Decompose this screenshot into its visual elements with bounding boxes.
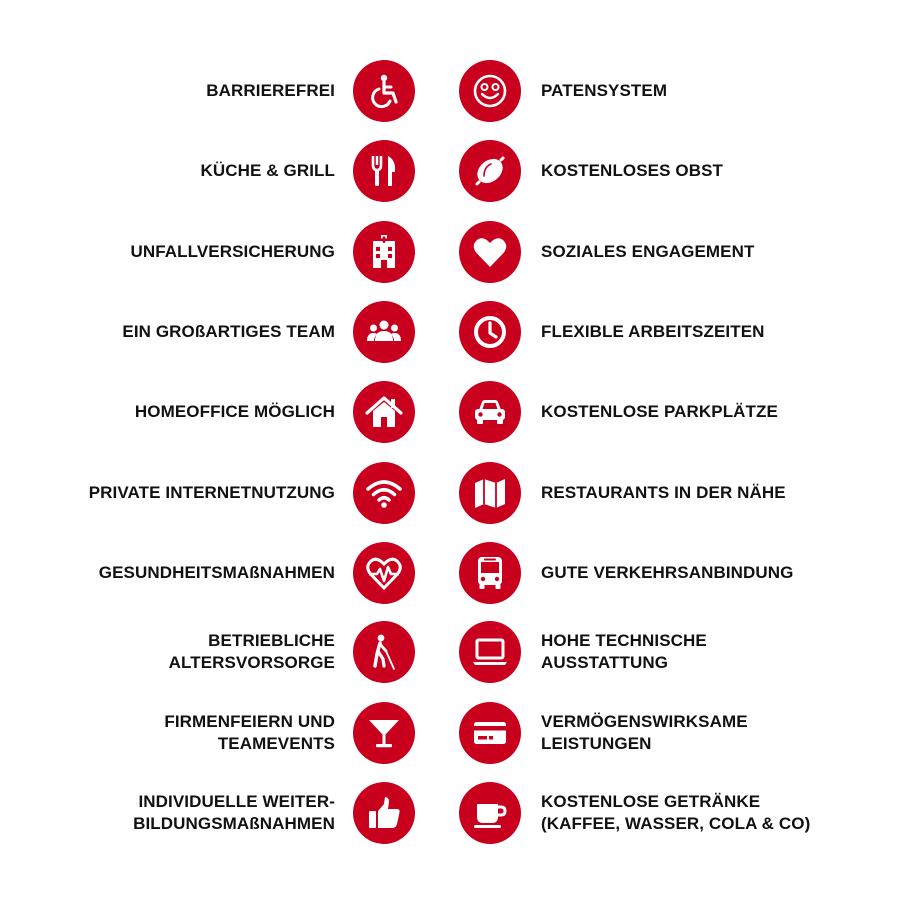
benefit-label-line: BILDUNGSMAßNAHMEN: [133, 814, 335, 833]
benefit-label-line: PRIVATE INTERNETNUTZUNG: [88, 483, 335, 502]
benefit-label-line: GESUNDHEITSMAßNAHMEN: [98, 563, 335, 582]
laptop-icon: [459, 621, 521, 683]
left-benefit-label: [130, 241, 335, 263]
benefit-label-line: SOZIALES ENGAGEMENT: [541, 242, 755, 261]
benefit-label-line: PATENSYSTEM: [541, 81, 668, 100]
coffee-cup-icon: [459, 782, 521, 844]
lemon-icon: [459, 140, 521, 202]
left-benefit-label: [99, 562, 335, 584]
left-benefit-label: [133, 791, 335, 835]
benefit-label-line: HOHE TECHNISCHE: [541, 631, 707, 650]
right-benefit-label: [541, 241, 754, 263]
benefit-label-line: TEAMEVENTS: [217, 734, 335, 753]
right-benefit-label: [541, 160, 723, 182]
hospital-icon: [353, 221, 415, 283]
team-icon: [353, 301, 415, 363]
fork-knife-icon: [353, 140, 415, 202]
benefit-row: [0, 140, 900, 202]
heartbeat-icon: [353, 542, 415, 604]
left-benefit-label: [122, 321, 335, 343]
elderly-person-icon: [353, 621, 415, 683]
smiley-icon: [459, 60, 521, 122]
benefit-label-line: GUTE VERKEHRSANBINDUNG: [541, 563, 794, 582]
benefit-label-line: KOSTENLOSE PARKPLÄTZE: [541, 402, 778, 421]
car-icon: [459, 381, 521, 443]
benefit-label-line: VERMÖGENSWIRKSAME: [541, 712, 748, 731]
map-icon: [459, 462, 521, 524]
left-benefit-label: [169, 630, 335, 674]
right-benefit-label: [541, 711, 748, 755]
right-benefit-label: [541, 80, 667, 102]
right-benefit-label: [541, 791, 810, 835]
cocktail-glass-icon: [353, 702, 415, 764]
benefit-label-line: KOSTENLOSES OBST: [541, 161, 724, 180]
benefit-label-line: KOSTENLOSE GETRÄNKE: [541, 792, 761, 811]
left-benefit-label: [89, 482, 335, 504]
clock-icon: [459, 301, 521, 363]
left-benefit-label: [164, 711, 335, 755]
benefit-row: [0, 381, 900, 443]
right-benefit-label: [541, 401, 778, 423]
heart-icon: [459, 221, 521, 283]
benefit-label-line: BARRIEREFREI: [206, 81, 335, 100]
right-benefit-label: [541, 562, 794, 584]
house-icon: [353, 381, 415, 443]
benefit-row: [0, 60, 900, 122]
benefit-label-line: AUSSTATTUNG: [541, 653, 669, 672]
benefit-label-line: HOMEOFFICE MÖGLICH: [134, 402, 335, 421]
benefit-row: [0, 782, 900, 844]
wifi-icon: [353, 462, 415, 524]
benefit-label-line: FIRMENFEIERN UND: [164, 712, 335, 731]
benefit-label-line: KÜCHE & GRILL: [200, 161, 335, 180]
credit-card-icon: [459, 702, 521, 764]
benefit-label-line: (KAFFEE, WASSER, COLA & CO): [541, 814, 811, 833]
thumbs-up-icon: [353, 782, 415, 844]
benefit-label-line: ALTERSVORSORGE: [168, 653, 335, 672]
benefit-row: [0, 221, 900, 283]
benefit-label-line: BETRIEBLICHE: [208, 631, 335, 650]
benefit-label-line: FLEXIBLE ARBEITSZEITEN: [541, 322, 765, 341]
left-benefit-label: [201, 160, 335, 182]
benefit-label-line: INDIVIDUELLE WEITER-: [138, 792, 335, 811]
right-benefit-label: [541, 630, 707, 674]
right-benefit-label: [541, 482, 786, 504]
benefit-label-line: RESTAURANTS IN DER NÄHE: [541, 483, 786, 502]
left-benefit-label: [135, 401, 335, 423]
benefit-row: [0, 621, 900, 683]
benefit-label-line: EIN GROßARTIGES TEAM: [122, 322, 335, 341]
benefit-label-line: UNFALLVERSICHERUNG: [130, 242, 335, 261]
benefit-label-line: LEISTUNGEN: [541, 734, 652, 753]
wheelchair-icon: [353, 60, 415, 122]
bus-icon: [459, 542, 521, 604]
benefit-row: [0, 702, 900, 764]
benefit-row: [0, 542, 900, 604]
right-benefit-label: [541, 321, 765, 343]
left-benefit-label: [206, 80, 335, 102]
benefit-row: [0, 462, 900, 524]
benefit-row: [0, 301, 900, 363]
